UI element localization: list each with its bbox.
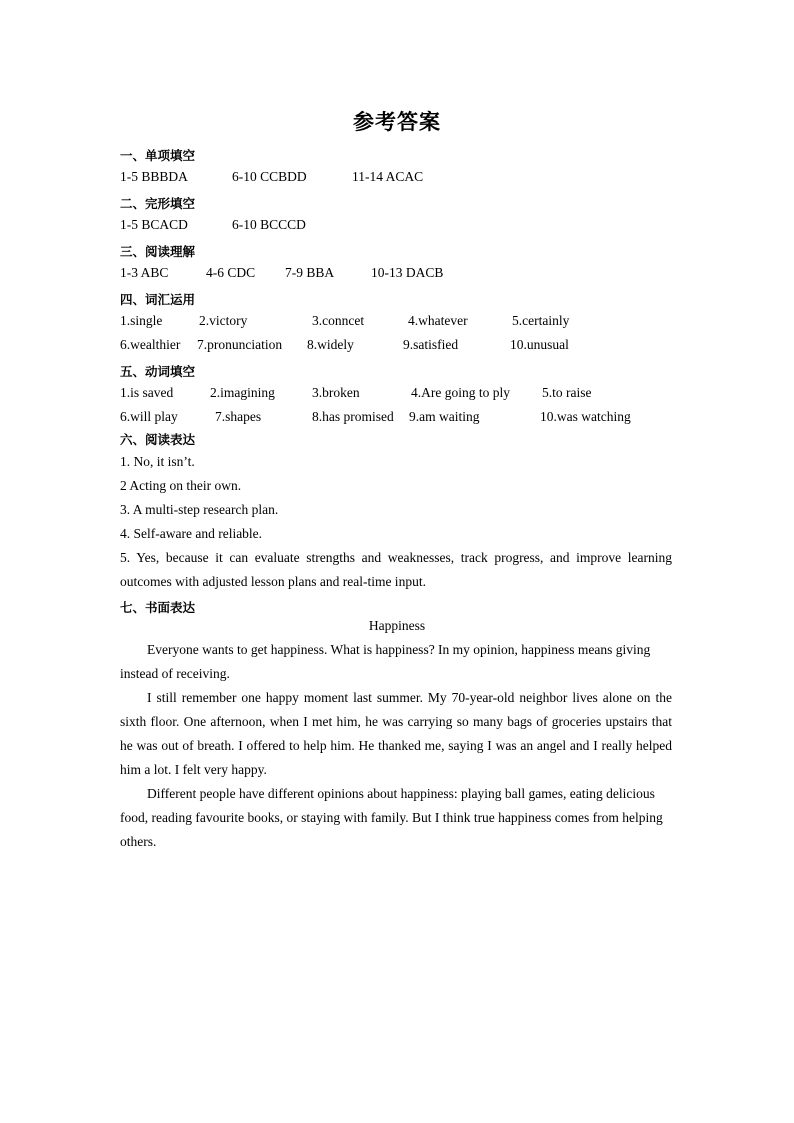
essay-paragraph-text: Everyone wants to get happiness. What is happiness? In my opinion, happiness means giving instead of receiving. — [120, 642, 651, 681]
answer-word: 9.satisfied — [403, 337, 459, 352]
expression-answer: 1. No, it isn’t. — [120, 454, 195, 469]
answer-word: 8.widely — [307, 337, 354, 352]
answer-group: 1-5 BBBDA — [120, 169, 188, 184]
essay-paragraph-text: Different people have different opinions about happiness: playing ball games, eating delicious food, reading favourite books, or staying with family. But I think true happiness comes from helping others. — [120, 786, 663, 849]
answer-word: 7.pronunciation — [197, 337, 283, 352]
answer-word: 2.victory — [199, 313, 248, 328]
answer-group: 6-10 BCCCD — [232, 217, 306, 232]
answer-word: 7.shapes — [215, 409, 262, 424]
answer-group: 1-5 BCACD — [120, 217, 188, 232]
essay-paragraph — [120, 686, 672, 782]
section-heading-reading: 三、阅读理解 — [120, 244, 196, 259]
answer-group: 7-9 BBA — [285, 265, 335, 280]
answer-word: 5.to raise — [542, 385, 592, 400]
answer-group: 1-3 ABC — [120, 265, 169, 280]
essay-paragraph-text: I still remember one happy moment last summer. My 70-year-old neighbor lives alone on the sixth floor. One afternoon, when I met him, he was carrying so many bags of groceries upstairs that he was out of breath. I offered to help him. He thanked me, saying I was an angel and I really helped him a lot. I felt very happy. — [120, 690, 672, 777]
answer-word: 4.whatever — [408, 313, 468, 328]
answer-word: 6.will play — [120, 409, 178, 424]
answer-word: 9.am waiting — [409, 409, 480, 424]
answer-group: 10-13 DACB — [371, 265, 444, 280]
section-heading-reading-expression: 六、阅读表达 — [120, 432, 196, 447]
answer-word: 3.conncet — [312, 313, 365, 328]
page-title: 参考答案 — [353, 110, 441, 134]
section-heading-verb-fill: 五、动词填空 — [120, 364, 196, 379]
expression-answer: 4. Self-aware and reliable. — [120, 526, 263, 541]
essay-paragraph — [120, 638, 672, 686]
expression-answer: 3. A multi-step research plan. — [120, 502, 279, 517]
essay-title: Happiness — [368, 618, 426, 633]
section-heading-vocabulary: 四、词汇运用 — [120, 292, 196, 307]
answer-word: 6.wealthier — [120, 337, 181, 352]
section-heading-writing: 七、书面表达 — [120, 600, 196, 615]
answer-word: 3.broken — [312, 385, 360, 400]
answer-group: 6-10 CCBDD — [232, 169, 307, 184]
answer-word: 4.Are going to ply — [411, 385, 510, 400]
answer-word: 10.unusual — [510, 337, 569, 352]
essay-paragraph — [120, 782, 668, 854]
section-heading-single-choice: 一、单项填空 — [120, 148, 196, 163]
answer-group: 4-6 CDC — [206, 265, 256, 280]
answer-word: 5.certainly — [512, 313, 570, 328]
expression-answer: 2 Acting on their own. — [120, 478, 242, 493]
section-heading-cloze: 二、完形填空 — [120, 196, 196, 211]
answer-word: 1.single — [120, 313, 163, 328]
answer-group: 11-14 ACAC — [352, 169, 424, 184]
answer-word: 1.is saved — [120, 385, 174, 400]
answer-word: 2.imagining — [210, 385, 275, 400]
answer-word: 8.has promised — [312, 409, 394, 424]
expression-answer: 5. Yes, because it can evaluate strengths and weaknesses, track progress, and improve learning outcomes with adjusted lesson plans and real-time input. — [120, 550, 672, 589]
answer-word: 10.was watching — [540, 409, 631, 424]
